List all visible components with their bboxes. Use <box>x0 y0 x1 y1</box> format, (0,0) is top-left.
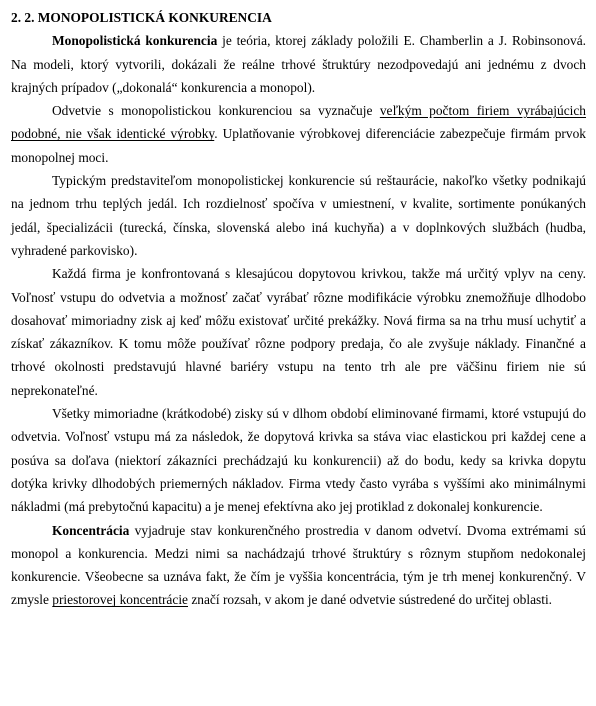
paragraph-intro-text: je teória, ktorej základy položili E. Chamberlin a J. Robinsonová. Na modeli, ktorý vytvorili, dokázali že reálne trhové štruktúry nezodpovedajú ani jednému z dvoch krajných prípadov („dokonalá“ konkurencia a monopol). <box>11 33 586 95</box>
paragraph-intro <box>11 29 586 99</box>
document-page <box>11 6 586 612</box>
paragraph-concentration <box>11 519 586 612</box>
paragraph-demand-curve: Každá firma je konfrontovaná s klesajúcou dopytovou krivkou, takže má určitý vplyv na ceny. Voľnosť vstupu do odvetvia a možnosť začať vyrábať rôzne modifikácie výrobku znemožňuje dlhodobo dosahovať mimoriadny zisk aj keď môžu existovať určité prekážky. Nová firma sa na trhu musí uchytiť a získať zákazníkov. K tomu môže používať rôzne podpory predaja, čo ale zvyšuje náklady. Finančné a trhové okolnosti predstavujú hlavné bariéry vstupu na tento trh ale pre väčšinu firiem nie sú neprekonateľné. <box>11 266 586 398</box>
paragraph-restaurants: Typickým predstaviteľom monopolistickej konkurencie sú reštaurácie, nakoľko všetky podnikajú na jednom trhu teplých jedál. Ich rozdielnosť spočíva v umiestnení, v kvalite, sortimente ponúkaných jedál, špecializácii (turecká, čínska, slovenská alebo iná kuchyňa) a v doplnkových službách (hudba, vyhradené parkovisko). <box>11 173 586 258</box>
term-monopolistic-competition: Monopolistická konkurencia <box>52 33 218 49</box>
paragraph-industry-pre: Odvetvie s monopolistickou konkurenciou sa vyznačuje <box>52 103 380 119</box>
paragraph-concentration-mid: vyjadruje stav konkurenčného prostredia v danom odvetví. Dvoma extrémami sú monopol a konkurencia. Medzi nimi sa nachádzajú trhové štruktúry s rôznym stupňom nedokonalej konkurencie. Všeobecne sa uznáva fakt, že čím je vyššia koncentrácia, tým je trh menej konkurenčný. V zmysle <box>11 522 586 608</box>
paragraph-concentration-post: značí rozsah, v akom je dané odvetvie sústredené do určitej oblasti. <box>188 592 553 608</box>
paragraph-industry-post: . Uplatňovanie výrobkovej diferenciácie zabezpečuje firmám prvok monopolnej moci. <box>11 126 586 165</box>
paragraph-industry <box>11 99 586 169</box>
underlined-phrase-many-firms: veľkým počtom firiem vyrábajúcich podobné, nie však identické výrobky <box>11 103 586 142</box>
underlined-phrase-spatial-concentration: priestorovej koncentrácie <box>52 592 188 608</box>
term-concentration: Koncentrácia <box>52 522 130 538</box>
section-heading: 2. 2. MONOPOLISTICKÁ KONKURENCIA <box>11 10 272 25</box>
paragraph-long-run: Všetky mimoriadne (krátkodobé) zisky sú v dlhom období eliminované firmami, ktoré vstupujú do odvetvia. Voľnosť vstupu má za následok, že dopytová krivka sa stáva viac elastickou pri každej cene a posúva sa doľava (niektorí zákazníci prechádzajú ku konkurencii) až do bodu, kedy sa krivka dopytu dotýka krivky dlhodobých priemerných nákladov. Firma vtedy často vyrába s vyššími ako minimálnymi nákladmi (má prebytočnú kapacitu) a je menej efektívna ako jej protiklad z dokonalej konkurencie. <box>11 406 586 515</box>
